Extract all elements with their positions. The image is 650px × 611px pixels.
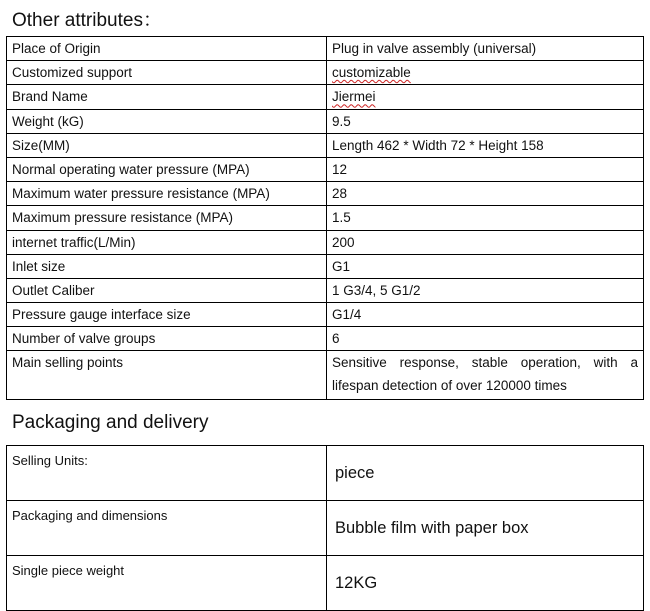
- attr-key: Brand Name: [7, 85, 327, 109]
- table-row: [7, 446, 644, 501]
- attr-key: Place of Origin: [7, 37, 327, 61]
- table-row: [7, 206, 644, 230]
- attr-value: Sensitive response, stable operation, with a lifespan detection of over 120000 times: [327, 351, 644, 400]
- table-row: [7, 556, 644, 611]
- table-row: [7, 157, 644, 181]
- packaging-value: piece: [327, 446, 644, 501]
- attr-key: Outlet Caliber: [7, 278, 327, 302]
- attr-value: 1.5: [327, 206, 644, 230]
- table-row: [7, 278, 644, 302]
- attr-value: [327, 61, 644, 85]
- table-row: [7, 133, 644, 157]
- table-row: [7, 61, 644, 85]
- attr-value: 12: [327, 157, 644, 181]
- attr-value: G1/4: [327, 303, 644, 327]
- other-attributes-title: Other attributes：: [12, 10, 162, 31]
- packaging-title: Packaging and delivery: [12, 412, 209, 433]
- table-row: [7, 303, 644, 327]
- attr-value-text: customizable: [332, 65, 411, 81]
- table-row: [7, 254, 644, 278]
- packaging-key: Packaging and dimensions: [7, 501, 327, 556]
- attr-key: Maximum water pressure resistance (MPA): [7, 182, 327, 206]
- table-row: [7, 85, 644, 109]
- table-row: [7, 327, 644, 351]
- attr-value: 200: [327, 230, 644, 254]
- attr-value: [327, 85, 644, 109]
- attr-value: Length 462 * Width 72 * Height 158: [327, 133, 644, 157]
- packaging-key: Selling Units:: [7, 446, 327, 501]
- attr-key: Number of valve groups: [7, 327, 327, 351]
- table-row: [7, 230, 644, 254]
- attr-key: Size(MM): [7, 133, 327, 157]
- table-row: [7, 501, 644, 556]
- attr-key: Pressure gauge interface size: [7, 303, 327, 327]
- attr-value: G1: [327, 254, 644, 278]
- table-row: [7, 351, 644, 400]
- table-row: [7, 37, 644, 61]
- attr-key: Maximum pressure resistance (MPA): [7, 206, 327, 230]
- table-row: [7, 182, 644, 206]
- packaging-key: Single piece weight: [7, 556, 327, 611]
- attr-value: 6: [327, 327, 644, 351]
- packaging-value: 12KG: [327, 556, 644, 611]
- attributes-table: [6, 36, 644, 400]
- attr-key: Customized support: [7, 61, 327, 85]
- attr-value: 28: [327, 182, 644, 206]
- attr-value: 9.5: [327, 109, 644, 133]
- table-row: [7, 109, 644, 133]
- packaging-table: [6, 445, 644, 611]
- attr-key: Weight (kG): [7, 109, 327, 133]
- attr-key: Inlet size: [7, 254, 327, 278]
- packaging-value: Bubble film with paper box: [327, 501, 644, 556]
- attr-key: Normal operating water pressure (MPA): [7, 157, 327, 181]
- attr-value-text: Jiermei: [332, 89, 376, 105]
- attr-key: Main selling points: [7, 351, 327, 400]
- attr-value: 1 G3/4, 5 G1/2: [327, 278, 644, 302]
- attr-key: internet traffic(L/Min): [7, 230, 327, 254]
- attr-value: Plug in valve assembly (universal): [327, 37, 644, 61]
